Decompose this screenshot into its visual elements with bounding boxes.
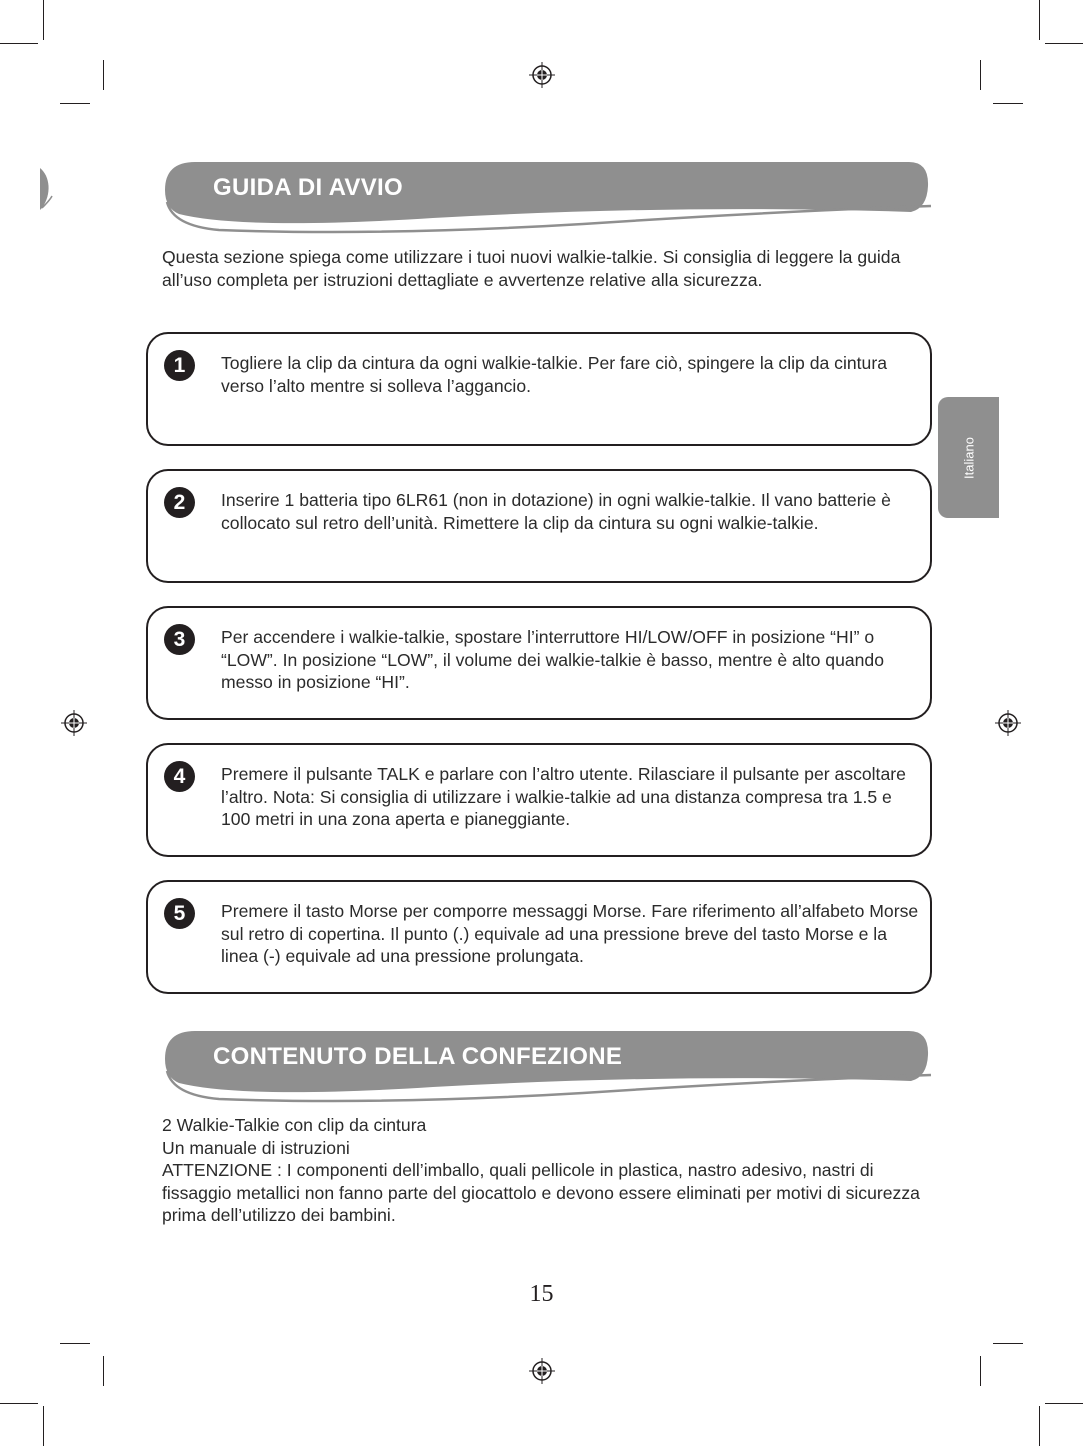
language-tab — [938, 397, 999, 518]
page-number: 15 — [529, 1281, 554, 1307]
section-title: GUIDA DI AVVIO — [213, 174, 403, 201]
registration-mark-icon — [61, 710, 87, 736]
step-box — [146, 332, 932, 446]
step-text: Inserire 1 batteria tipo 6LR61 (non in dotazione) in ogni walkie-talkie. Il vano batterie è collocato sul retro dell’unità. Rimettere la clip da cintura su ogni walkie-talkie. — [221, 490, 891, 533]
step-text: Per accendere i walkie-talkie, spostare l’interruttore HI/LOW/OFF in posizione “HI” o “LOW”. In posizione “LOW”, il volume dei walkie-talkie è basso, mentre è alto quando messo in posizione “HI”. — [221, 627, 884, 693]
step-text: Togliere la clip da cintura da ogni walkie-talkie. Per fare ciò, spingere la clip da cintura verso l’alto mentre si solleva l’aggancio. — [221, 353, 887, 396]
package-contents-list — [162, 1114, 922, 1227]
package-line: Un manuale di istruzioni — [162, 1137, 350, 1158]
registration-mark-icon — [529, 62, 555, 88]
step-number-badge: 5 — [164, 898, 195, 929]
package-line: 2 Walkie-Talkie con clip da cintura — [162, 1115, 427, 1135]
step-box — [146, 469, 932, 583]
step-number-badge: 2 — [164, 487, 195, 518]
registration-mark-icon — [995, 710, 1021, 736]
section-banner-package-contents — [163, 1029, 933, 1104]
step-box — [146, 606, 932, 720]
warning-text: ATTENZIONE : I componenti dell’imballo, quali pellicole in plastica, nastro adesivo, nastri di fissaggio metallici non fanno parte del giocattolo e devono essere eliminati per motivi di sicurezza prima dell’utilizzo dei bambini. — [162, 1160, 920, 1226]
registration-mark-icon — [529, 1358, 555, 1384]
step-box — [146, 743, 932, 857]
bleed-fragment — [40, 168, 54, 214]
step-text: Premere il pulsante TALK e parlare con l’altro utente. Rilasciare il pulsante per ascoltare l’altro. Nota: Si consiglia di utilizzare i walkie-talkie ad una distanza compresa tra 1.5 e 100 metri in una zona aperta e pianeggiante. — [221, 764, 906, 830]
step-text: Premere il tasto Morse per comporre messaggi Morse. Fare riferimento all’alfabeto Morse sul retro di copertina. Il punto (.) equivale ad una pressione breve del tasto Morse e la linea (-) equivale ad una pressione prolungata. — [221, 901, 919, 967]
section-banner-getting-started — [163, 160, 933, 235]
section-title: CONTENUTO DELLA CONFEZIONE — [213, 1043, 623, 1070]
step-box — [146, 880, 932, 994]
language-tab-label: Italiano — [961, 436, 976, 479]
step-number-badge: 1 — [164, 350, 195, 381]
step-number-badge: 3 — [164, 624, 195, 655]
intro-paragraph: Questa sezione spiega come utilizzare i tuoi nuovi walkie-talkie. Si consiglia di leggere la guida all’uso completa per istruzioni dettagliate e avvertenze relative alla sicurezza. — [162, 247, 901, 290]
step-number-badge: 4 — [164, 761, 195, 792]
